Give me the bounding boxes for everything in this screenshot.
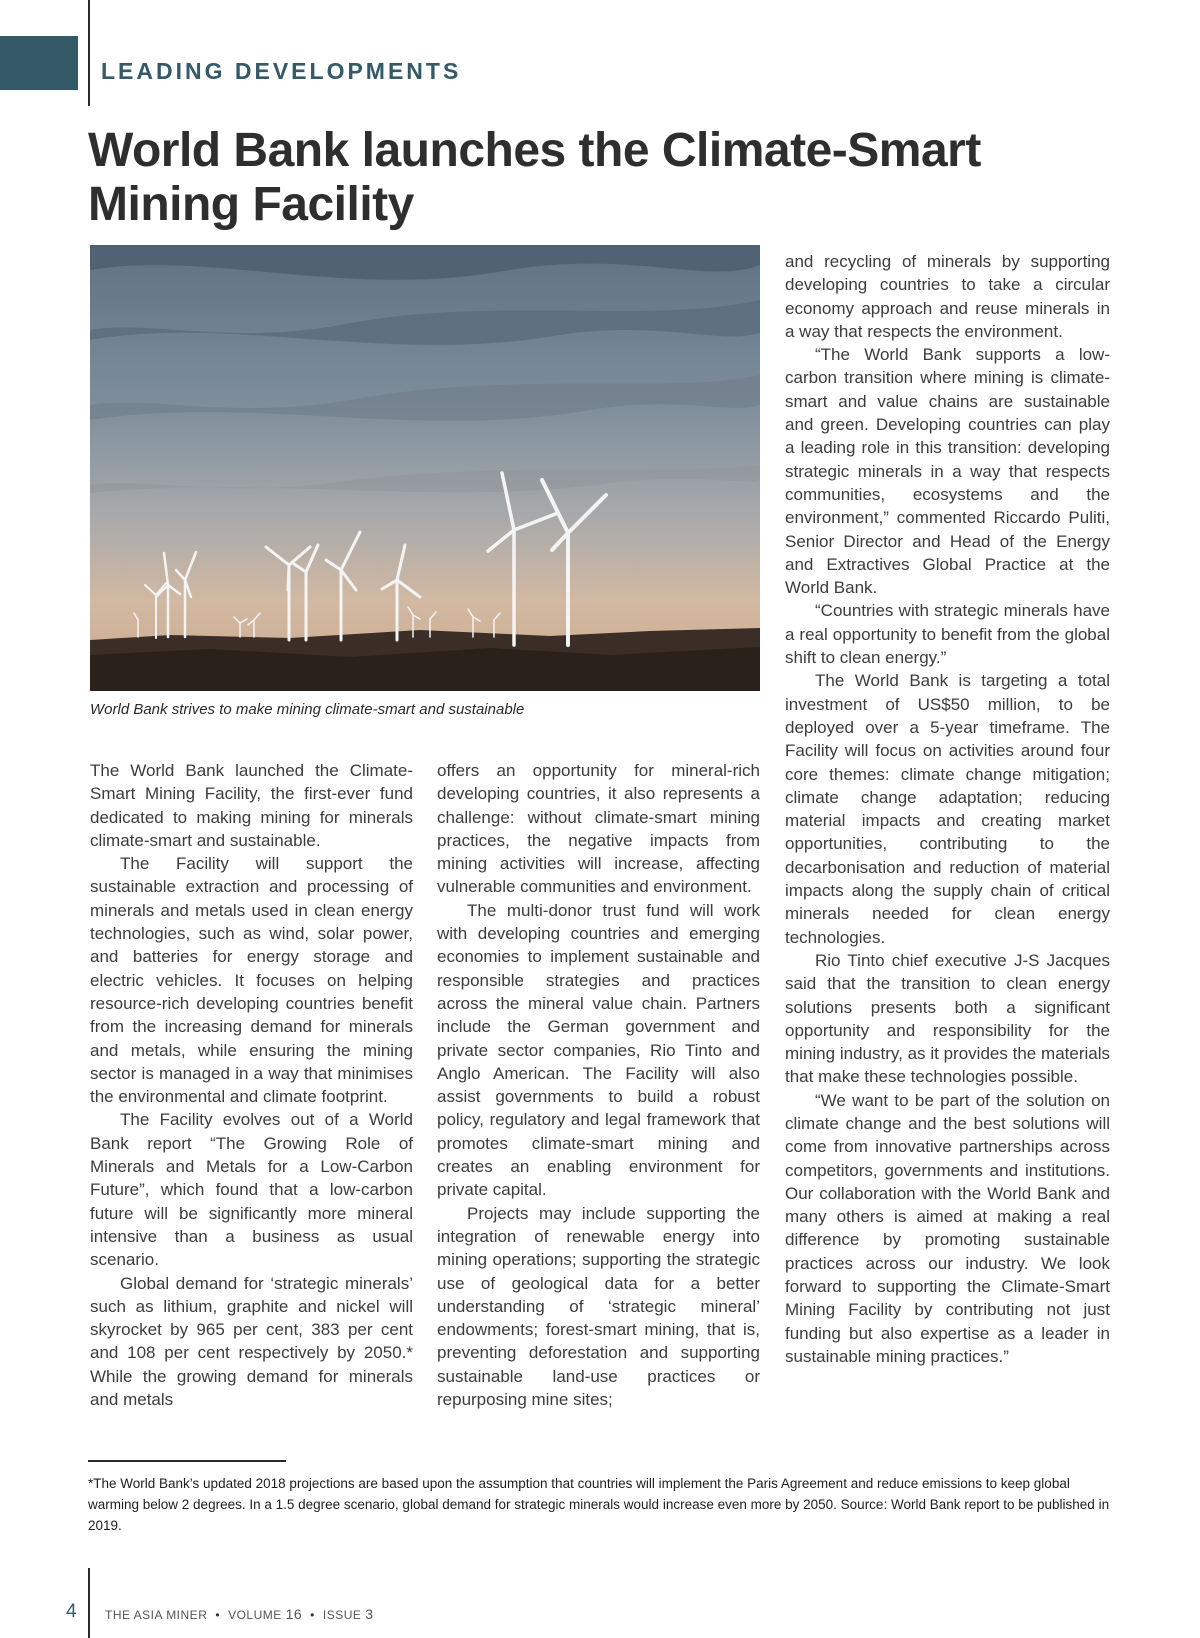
page-number: 4 [66,1601,77,1622]
section-label: LEADING DEVELOPMENTS [101,58,462,84]
publication-name: THE ASIA MINER [105,1608,208,1622]
paragraph: The Facility will support the sustainable extraction and processing of minerals and metals used in clean energy technologies, such as wind, solar power, and batteries for energy storage and electric vehicles. It focuses on helping resource-rich developing countries benefit from the increasing demand for minerals and metals, while ensuring the mining sector is managed in a way that minimises the environmental and climate footprint. [90,854,413,1107]
paragraph: The World Bank is targeting a total investment of US$50 million, to be deployed over a 5-year timeframe. The Facility will focus on activities around four core themes: climate change mitigation; climate change adaptation; reducing material impacts and creating market opportunities, contributing to the decarbonisation and reduction of material impacts along the supply chain of critical minerals needed for clean energy technologies. [785,671,1110,947]
paragraph: The multi-donor trust fund will work with developing countries and emerging economies to implement sustainable and responsible strategies and practices across the mineral value chain. Partners include the German government and private sector companies, Rio Tinto and Anglo American. The Facility will also assist governments to build a robust policy, regulatory and legal framework that promotes climate-smart mining and creates an enabling environment for private capital. [437,900,760,1200]
top-vertical-rule [88,0,90,106]
bottom-vertical-rule [88,1568,90,1638]
paragraph: Projects may include supporting the integration of renewable energy into mining operations; supporting the strategic use of geological data for a better understanding of ‘strategic mineral’ endowments; forest-smart mining, that is, preventing deforestation and supporting sustainable land-use practices or repurposing mine sites; [437,1203,760,1410]
paragraph: “Countries with strategic minerals have a real opportunity to benefit from the global shift to clean energy.” [785,601,1110,668]
volume-label: VOLUME [228,1608,282,1622]
paragraph: offers an opportunity for mineral-rich developing countries, it also represents a challenge: without climate-smart mining practices, the negative impacts from mining activities will increase, affecting vulnerable communities and environment. [437,761,760,897]
paragraph: The Facility evolves out of a World Bank report “The Growing Role of Minerals and Metals for a Low-Carbon Future”, which found that a low-carbon future will be significantly more mineral intensive than a business as usual scenario. [90,1110,413,1270]
wind-turbine-photo [90,245,760,691]
bullet-separator: • [215,1608,221,1622]
paragraph: Global demand for ‘strategic minerals’ such as lithium, graphite and nickel will skyrocket by 965 per cent, 383 per cent and 108 per cent respectively by 2050.* While the growing demand for minerals and metals [90,1273,413,1410]
footnote: *The World Bank’s updated 2018 projections are based upon the assumption that countries will implement the Paris Agreement and reduce emissions to keep global warming below 2 degrees. In a 1.5 degree scenario, global demand for strategic minerals would increase even more by 2050. Source: World Bank report to be published in 2019. [88,1476,1110,1533]
article-column-1 [90,759,413,1411]
issue-label: ISSUE [322,1608,362,1622]
section-color-block [0,36,78,90]
paragraph: and recycling of minerals by supporting developing countries to take a circular economy approach and reuse minerals in a way that respects the environment. [785,252,1110,341]
paragraph: Rio Tinto chief executive J-S Jacques said that the transition to clean energy solutions presents both a significant opportunity and responsibility for the mining industry, as it provides the materials that make these technologies possible. [785,950,1110,1087]
paragraph: “We want to be part of the solution on climate change and the best solutions will come from innovative partnerships across competitors, governments and institutions. Our collaboration with the World Bank and many others is aimed at making a real difference by promoting sustainable practices across our industry. We look forward to supporting the Climate-Smart Mining Facility by contributing not just funding but also expertise as a leader in sustainable mining practices.” [785,1090,1110,1366]
footnote-divider [88,1460,286,1462]
volume-number: 16 [285,1606,303,1622]
bullet-separator: • [310,1608,315,1622]
article-column-3 [785,250,1110,1368]
publication-folio [105,1606,374,1622]
article-column-2 [437,759,760,1411]
article-title: World Bank launches the Climate-Smart Mining Facility [88,124,981,231]
image-caption: World Bank strives to make mining climate-smart and sustainable [90,701,525,718]
issue-number: 3 [365,1606,374,1622]
paragraph: The World Bank launched the Climate-Smart Mining Facility, the first-ever fund dedicated to making mining for minerals climate-smart and sustainable. [90,761,413,850]
paragraph: “The World Bank supports a low-carbon transition where mining is climate-smart and value chains are sustainable and green. Developing countries can play a leading role in this transition: developing strategic minerals in a way that respects communities, ecosystems and the environment,” commented Riccardo Puliti, Senior Director and Head of the Energy and Extractives Global Practice at the World Bank. [785,345,1110,598]
